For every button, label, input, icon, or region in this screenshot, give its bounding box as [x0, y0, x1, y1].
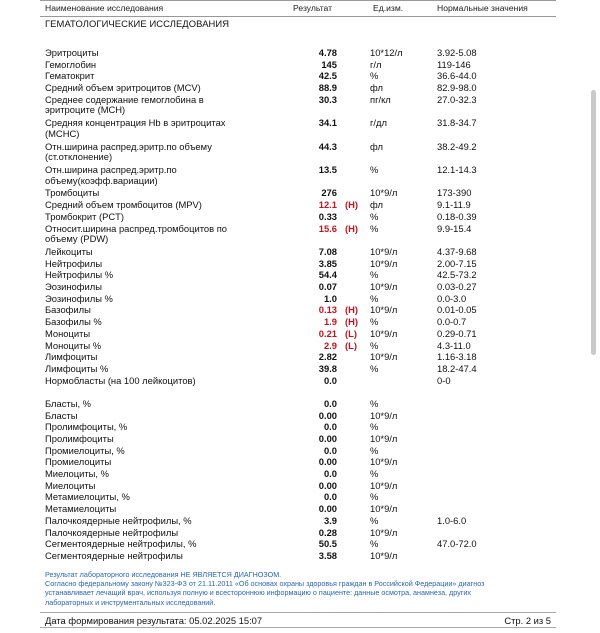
test-name: [45, 294, 245, 305]
reference-range: 27.0-32.3: [437, 93, 477, 105]
test-value: 0.28: [318, 526, 337, 538]
test-name: [45, 481, 245, 492]
test-name: [45, 341, 245, 352]
test-name: [45, 95, 245, 116]
test-value: 7.08: [318, 245, 337, 257]
test-name: [45, 457, 245, 468]
test-name-line: Эозинофилы %: [45, 292, 113, 304]
test-unit: 10*9/л: [370, 281, 398, 292]
test-name: [45, 492, 245, 503]
table-header: [40, 0, 556, 17]
abnormal-flag: (L): [345, 339, 357, 351]
test-unit: %: [370, 339, 379, 351]
reference-range: 3.92-5.08: [437, 47, 477, 58]
test-name-line: Базофилы %: [45, 316, 102, 328]
test-name-line: Моноциты: [45, 327, 91, 339]
reference-range: 0.03-0.27: [437, 281, 477, 292]
test-name: [45, 352, 245, 363]
reference-range: 0.0-0.7: [437, 316, 467, 328]
test-unit: 10*9/л: [370, 526, 398, 538]
test-unit: 10*9/л: [370, 351, 398, 363]
test-name-line: Относит.ширина распред.тромбоцитов по: [45, 222, 227, 234]
test-unit: %: [370, 222, 379, 234]
test-unit: 10*9/л: [370, 245, 398, 257]
test-name: [45, 188, 245, 199]
test-name-line: эритроците (MCH): [45, 104, 126, 116]
test-value: 42.5: [318, 70, 337, 82]
test-value: 0.13: [318, 304, 337, 316]
reference-range: 0.0-3.0: [437, 292, 467, 304]
test-name-line: Миелоциты: [45, 479, 96, 491]
test-value: 0.0: [323, 491, 337, 503]
test-name: [45, 118, 245, 139]
test-name: [45, 329, 245, 340]
test-name-line: Гематокрит: [45, 70, 95, 82]
test-name-line: Базофилы: [45, 304, 91, 316]
test-value: 0.00: [318, 503, 337, 515]
test-name: [45, 364, 245, 375]
test-value: 39.8: [318, 362, 337, 374]
test-value: 1.9: [323, 316, 337, 328]
abnormal-flag: (H): [345, 222, 359, 234]
test-value: 34.1: [318, 117, 337, 129]
test-value: 12.1: [318, 199, 337, 211]
reference-range: 9.1-11.9: [437, 199, 471, 211]
test-name-line: Сегментоядерные нейтрофилы: [45, 549, 183, 561]
test-unit: 10*9/л: [370, 409, 398, 421]
reference-range: 0.01-0.05: [437, 304, 477, 316]
test-unit: %: [370, 468, 379, 479]
test-name: [45, 224, 245, 245]
test-value: 0.0: [323, 421, 337, 433]
test-value: 3.58: [318, 549, 337, 561]
test-unit: %: [370, 316, 379, 328]
test-unit: %: [370, 292, 379, 304]
test-name-line: Тромбоциты: [45, 187, 100, 199]
test-value: 0.0: [323, 468, 337, 479]
reference-range: 36.6-44.0: [437, 70, 477, 82]
test-unit: 10*9/л: [370, 304, 398, 316]
section-title: ГЕМАТОЛОГИЧЕСКИЕ ИССЛЕДОВАНИЯ: [45, 18, 230, 29]
abnormal-flag: (H): [345, 316, 359, 328]
test-name: [45, 317, 245, 328]
test-value: 0.00: [318, 432, 337, 444]
test-name-line: Отн.ширина распред.эритр.по: [45, 164, 177, 175]
test-name-line: Пролимфоциты, %: [45, 421, 128, 433]
test-unit: %: [370, 421, 379, 433]
test-unit: %: [370, 538, 379, 550]
test-unit: %: [370, 491, 379, 503]
test-value: 3.9: [323, 514, 337, 526]
test-name-line: Моноциты %: [45, 339, 102, 351]
test-unit: %: [370, 362, 379, 374]
test-name-line: Лимфоциты %: [45, 362, 109, 374]
test-name: [45, 539, 245, 550]
reference-range: 1.0-6.0: [437, 514, 467, 526]
reference-range: 0.18-0.39: [437, 210, 477, 222]
report-date: Дата формирования результата: 05.02.2025 15:07: [45, 615, 263, 626]
test-name: [45, 434, 245, 445]
test-name: [45, 142, 245, 163]
reference-range: 38.2-49.2: [437, 140, 477, 152]
test-unit: 10*9/л: [370, 503, 398, 515]
test-name: [45, 282, 245, 293]
test-name: [45, 71, 245, 82]
reference-range: 2.00-7.15: [437, 257, 477, 269]
test-name-line: (MCHC): [45, 127, 80, 139]
test-value: 0.00: [318, 456, 337, 468]
reference-range: 0.29-0.71: [437, 327, 477, 339]
report-page: [40, 0, 556, 633]
header-result: Результат: [293, 3, 333, 13]
test-unit: фл: [370, 140, 383, 152]
test-unit: %: [370, 269, 379, 281]
test-name: [45, 504, 245, 515]
test-unit: 10*9/л: [370, 327, 398, 339]
reference-range: 4.37-9.68: [437, 245, 477, 257]
test-value: 276: [321, 187, 337, 199]
test-unit: %: [370, 164, 379, 175]
test-value: 0.0: [323, 444, 337, 456]
test-name: [45, 551, 245, 562]
test-value: 54.4: [318, 269, 337, 281]
test-unit: г/дл: [370, 117, 387, 129]
test-name: [45, 516, 245, 527]
test-unit: пг/кл: [370, 93, 391, 105]
test-value: 0.07: [318, 281, 337, 292]
test-name: [45, 528, 245, 539]
test-value: 3.85: [318, 257, 337, 269]
test-name: [45, 411, 245, 422]
test-name-line: Пролимфоциты: [45, 432, 114, 444]
test-value: 0.0: [323, 397, 337, 409]
test-value: 30.3: [318, 93, 337, 105]
test-unit: 10*9/л: [370, 479, 398, 491]
test-name: [45, 376, 245, 387]
scrollbar[interactable]: [591, 90, 596, 355]
test-name-line: Метамиелоциты, %: [45, 491, 130, 503]
test-unit: фл: [370, 199, 383, 211]
abnormal-flag: (H): [345, 304, 359, 316]
test-name-line: Эозинофилы: [45, 281, 102, 292]
test-name: [45, 259, 245, 270]
test-unit: г/л: [370, 58, 382, 70]
header-unit: Ед.изм.: [373, 3, 404, 13]
test-value: 44.3: [318, 140, 337, 152]
reference-range: 82.9-98.0: [437, 82, 477, 94]
test-unit: %: [370, 210, 379, 222]
test-value: 4.78: [318, 47, 337, 58]
abnormal-flag: (L): [345, 327, 357, 339]
test-name-line: объему(коэфф.вариации): [45, 174, 158, 186]
test-name-line: Метамиелоциты: [45, 503, 117, 515]
test-value: 50.5: [318, 538, 337, 550]
test-name: [45, 270, 245, 281]
test-name-line: Промиелоциты, %: [45, 444, 125, 456]
test-name-line: Гемоглобин: [45, 58, 97, 70]
test-name: [45, 446, 245, 457]
test-value: 2.82: [318, 351, 337, 363]
test-value: 0.00: [318, 409, 337, 421]
test-name-line: Эритроциты: [45, 47, 99, 58]
test-name: [45, 247, 245, 258]
test-name: [45, 212, 245, 223]
test-unit: 10*9/л: [370, 257, 398, 269]
reference-range: 9.9-15.4: [437, 222, 472, 234]
test-name-line: Лейкоциты: [45, 245, 93, 257]
test-name-line: Средняя концентрация Hb в эритроцитах: [45, 117, 226, 129]
test-unit: %: [370, 70, 379, 82]
reference-range: 1.16-3.18: [437, 351, 477, 363]
test-name-line: Отн.ширина распред.эритр.по объему: [45, 140, 212, 152]
test-name: [45, 422, 245, 433]
test-unit: 10*9/л: [370, 187, 398, 199]
test-name-line: Промиелоциты: [45, 456, 112, 468]
page-footer: [40, 612, 556, 628]
test-name-line: Тромбокрит (PCT): [45, 210, 124, 222]
test-value: 0.33: [318, 210, 337, 222]
test-name-line: объему (PDW): [45, 233, 109, 244]
test-name-line: Нейтрофилы %: [45, 269, 114, 281]
page-number: Стр. 2 из 5: [504, 615, 551, 626]
test-value: 145: [321, 58, 337, 70]
test-name-line: Бласты, %: [45, 397, 91, 409]
test-name-line: Среднее содержание гемоглобина в: [45, 93, 204, 105]
header-name: Наименование исследования: [45, 3, 164, 13]
test-name-line: Палочкоядерные нейтрофилы: [45, 526, 179, 538]
test-unit: %: [370, 514, 379, 526]
test-unit: 10*9/л: [370, 456, 398, 468]
disclaimer: [45, 570, 545, 607]
test-name-line: Палочкоядерные нейтрофилы, %: [45, 514, 192, 526]
test-value: 15.6: [318, 222, 337, 234]
test-name: [45, 83, 245, 94]
abnormal-flag: (H): [345, 199, 359, 211]
disclaimer-line: лабораторных и инструментальных исследований.: [45, 597, 216, 607]
test-unit: фл: [370, 82, 383, 94]
header-norm: Нормальные значения: [437, 3, 528, 13]
reference-range: 47.0-72.0: [437, 538, 477, 550]
test-name-line: Нейтрофилы: [45, 257, 103, 269]
test-name-line: Средний объем эритроцитов (MCV): [45, 82, 201, 94]
reference-range: 18.2-47.4: [437, 362, 477, 374]
reference-range: 42.5-73.2: [437, 269, 477, 281]
reference-range: 119-146: [437, 58, 471, 70]
test-name: [45, 165, 245, 186]
disclaimer-line: устанавливает лечащий врач, используя полную и всестороннюю информацию о пациенте: данные осмотра, анамнеза, других: [45, 588, 471, 598]
reference-range: 31.8-34.7: [437, 117, 477, 129]
test-name-line: Сегментоядерные нейтрофилы, %: [45, 538, 197, 550]
test-unit: %: [370, 397, 379, 409]
reference-range: 4.3-11.0: [437, 339, 471, 351]
test-value: 0.21: [318, 327, 337, 339]
test-value: 0.0: [323, 374, 337, 386]
test-name: [45, 399, 245, 410]
test-name-line: Миелоциты, %: [45, 468, 109, 479]
test-value: 88.9: [318, 82, 337, 94]
test-name: [45, 305, 245, 316]
test-name: [45, 200, 245, 211]
disclaimer-line: Согласно федеральному закону №323-ФЗ от 21.11.2011 «Об основах охраны здоровья граждан в Российской Федерации» диагноз: [45, 579, 485, 589]
reference-range: 0-0: [437, 374, 451, 386]
test-name-line: Средний объем тромбоцитов (MPV): [45, 199, 202, 211]
reference-range: 12.1-14.3: [437, 164, 477, 175]
test-name: [45, 469, 245, 480]
test-unit: 10*9/л: [370, 549, 398, 561]
test-value: 1.0: [323, 292, 337, 304]
test-value: 0.00: [318, 479, 337, 491]
test-name-line: Бласты: [45, 409, 78, 421]
disclaimer-line: Результат лабораторного исследования НЕ ЯВЛЯЕТСЯ ДИАГНОЗОМ.: [45, 570, 282, 579]
test-name: [45, 60, 245, 71]
test-name-line: Нормобласты (на 100 лейкоцитов): [45, 374, 196, 386]
reference-range: 173-390: [437, 187, 472, 199]
test-unit: 10*9/л: [370, 432, 398, 444]
test-value: 13.5: [318, 164, 337, 175]
test-name-line: Лимфоциты: [45, 351, 98, 363]
test-name-line: (ст.отклонение): [45, 151, 113, 163]
test-unit: %: [370, 444, 379, 456]
test-unit: 10*12/л: [370, 47, 403, 58]
test-name: [45, 48, 245, 59]
test-value: 2.9: [323, 339, 337, 351]
